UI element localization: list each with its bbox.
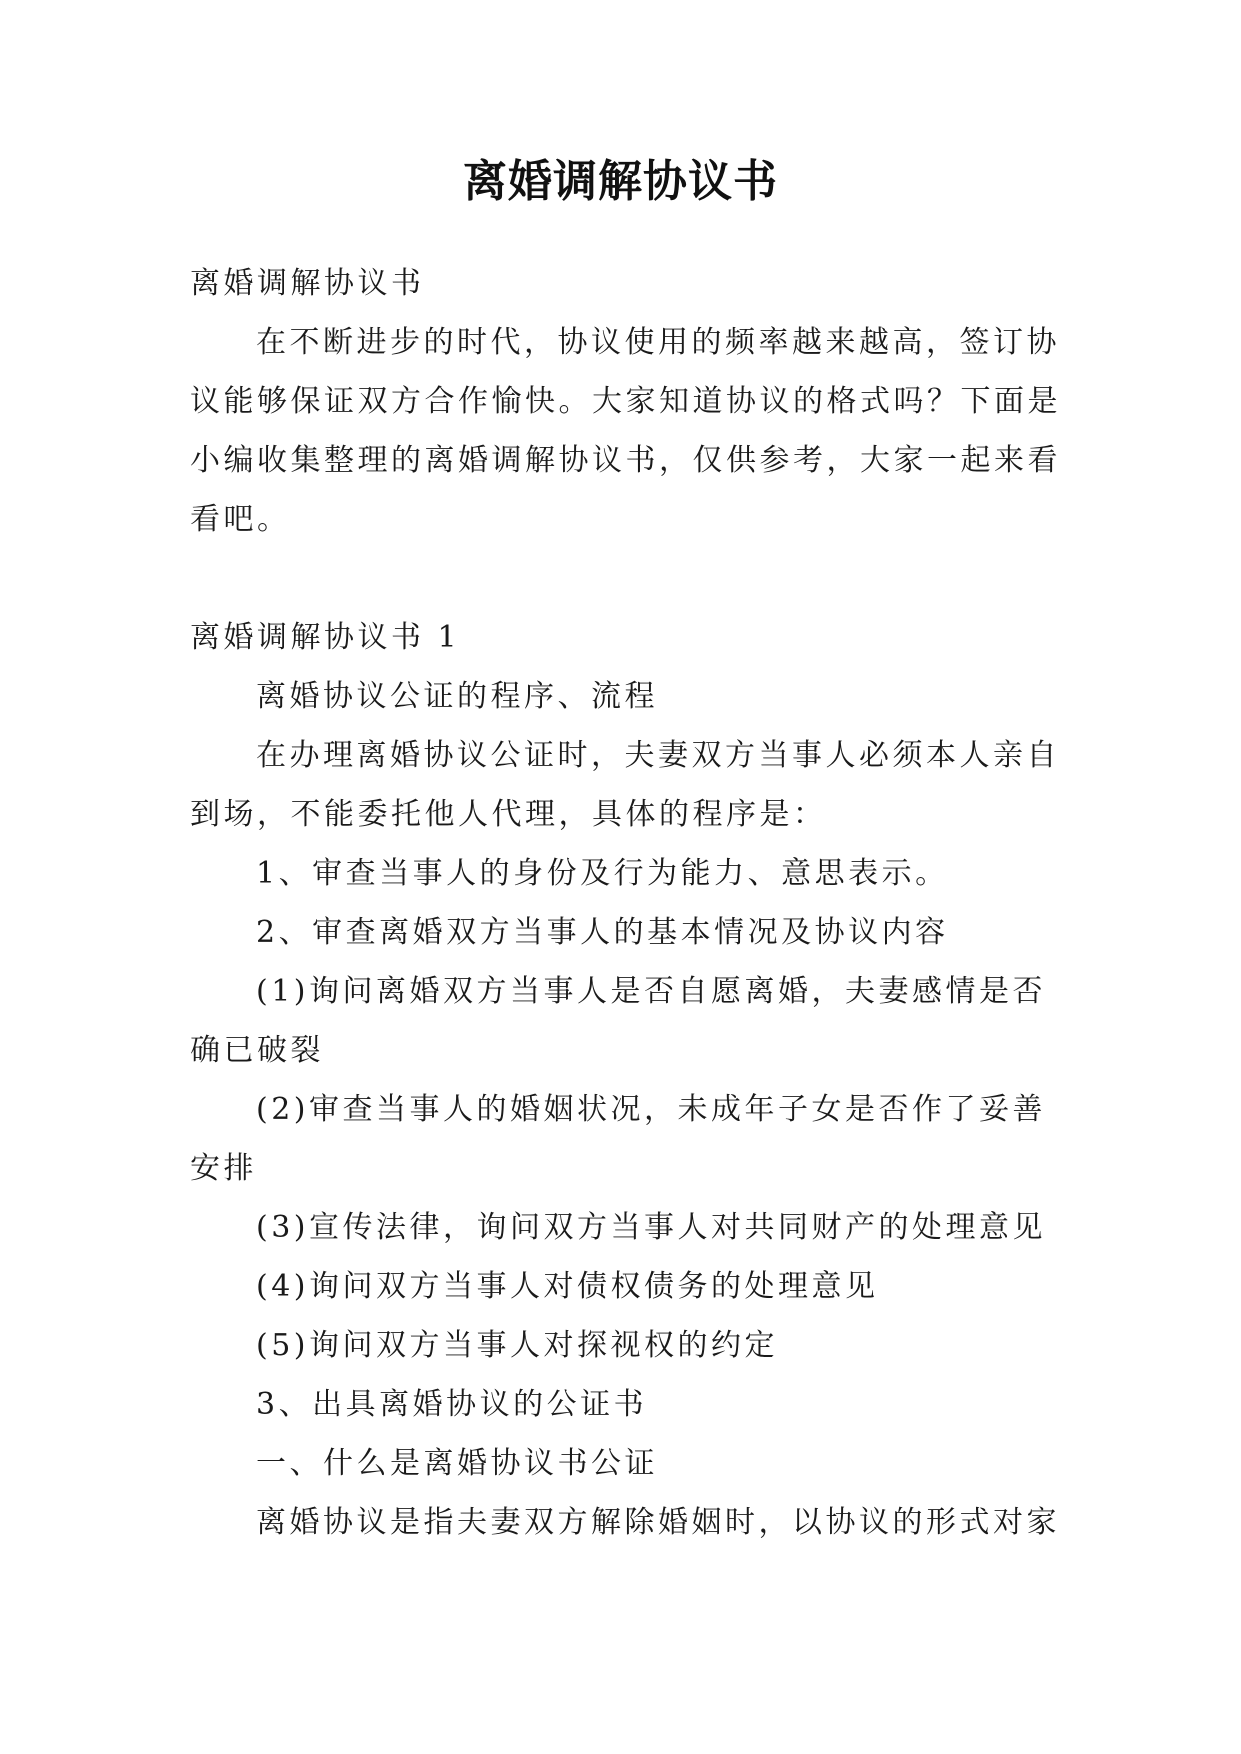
text-line: (3)宣传法律，询问双方当事人对共同财产的处理意见 [256,1210,1046,1245]
text-line: 到场，不能委托他人代理，具体的程序是： [190,797,827,832]
text-line: 离婚调解协议书 1 [190,620,461,655]
text-line: 1、审查当事人的身份及行为能力、意思表示。 [256,856,949,891]
text-line: 小编收集整理的离婚调解协议书，仅供参考，大家一起来看 [190,443,1061,478]
text-line: 议能够保证双方合作愉快。大家知道协议的格式吗？下面是 [190,384,1061,419]
text-line: 看吧。 [190,502,291,537]
text-line: (2)审查当事人的婚姻状况，未成年子女是否作了妥善 [256,1092,1046,1127]
text-line: (4)询问双方当事人对债权债务的处理意见 [256,1269,879,1304]
text-line: 离婚协议是指夫妻双方解除婚姻时，以协议的形式对家 [256,1505,1060,1540]
document-body [190,254,1061,1552]
text-line: 离婚协议公证的程序、流程 [256,679,658,714]
text-line: 确已破裂 [190,1033,324,1068]
text-line: 3、出具离婚协议的公证书 [256,1387,648,1422]
document-title: 离婚调解协议书 [463,156,778,207]
text-line: 离婚调解协议书 [190,266,425,301]
text-line: 安排 [190,1151,257,1186]
text-line: 在不断进步的时代，协议使用的频率越来越高，签订协 [256,325,1060,360]
text-line: 2、审查离婚双方当事人的基本情况及协议内容 [256,915,949,950]
text-line: (5)询问双方当事人对探视权的约定 [256,1328,778,1363]
text-line: 一、什么是离婚协议书公证 [256,1446,658,1481]
text-line: 在办理离婚协议公证时，夫妻双方当事人必须本人亲自 [256,738,1060,773]
text-line: (1)询问离婚双方当事人是否自愿离婚，夫妻感情是否 [256,974,1046,1009]
paragraph-gap [190,549,1052,608]
